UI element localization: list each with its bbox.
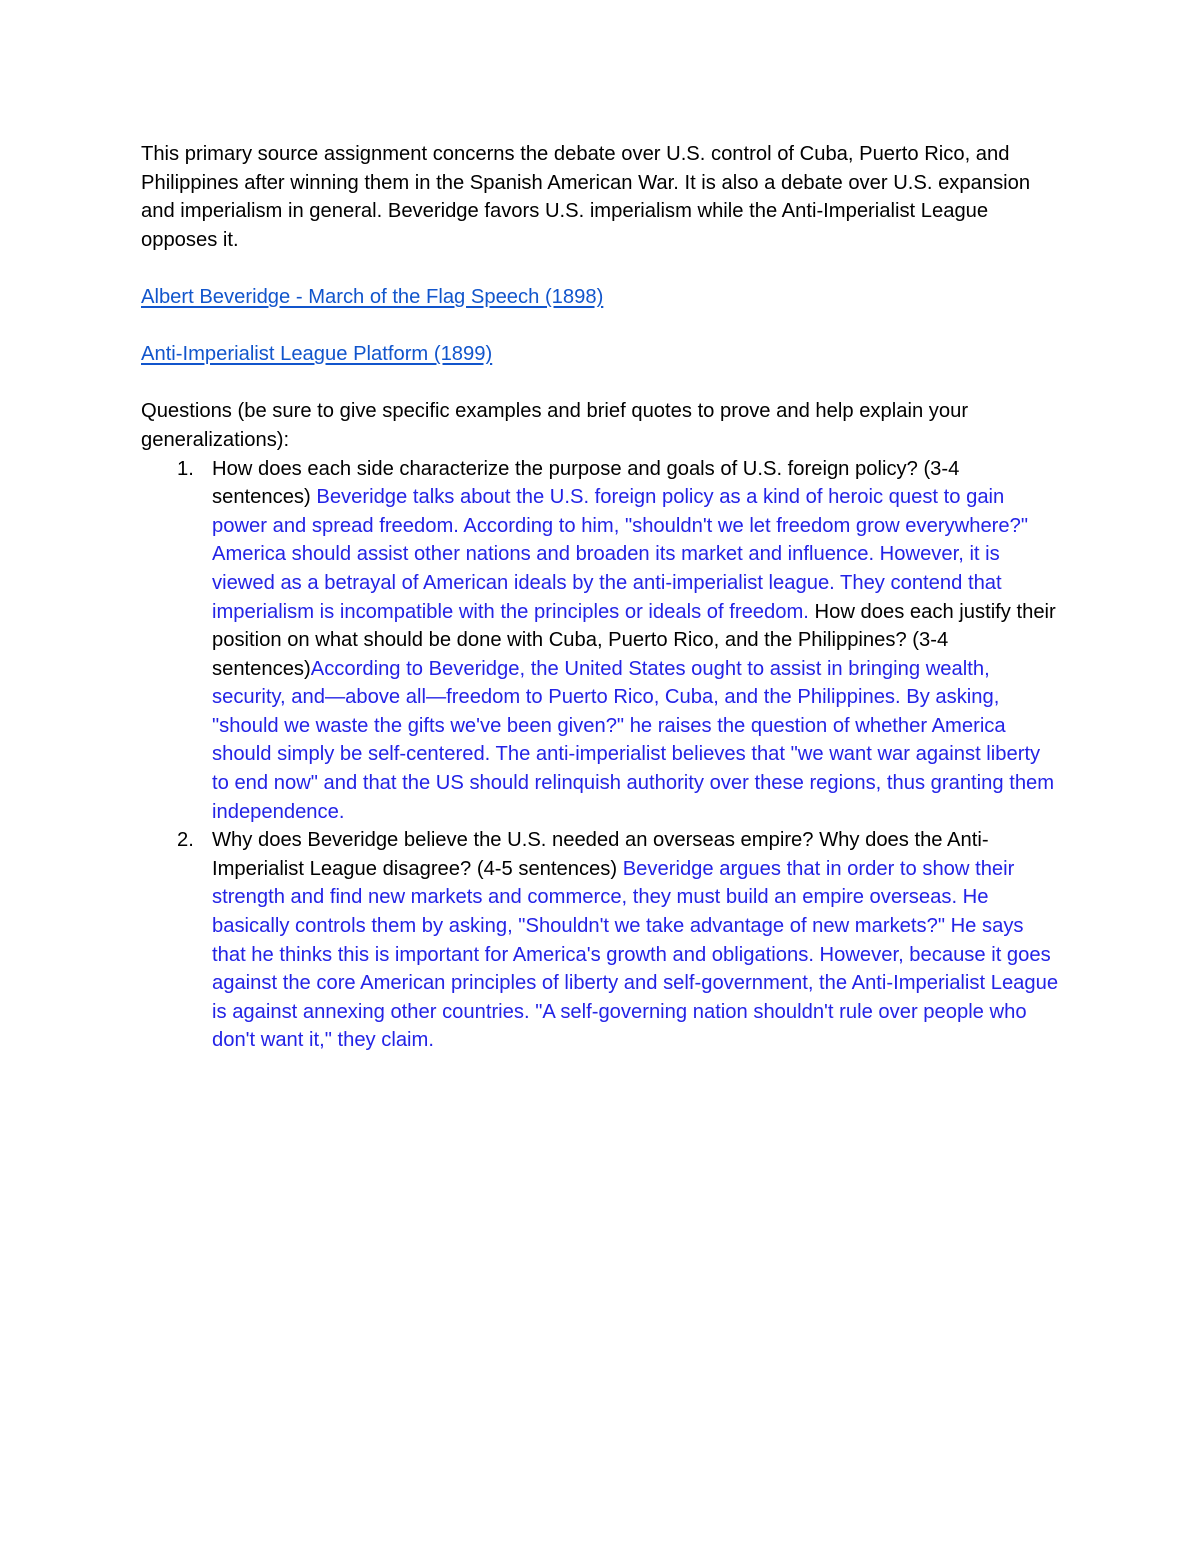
question-prompt: Why does Beveridge believe the U.S. needed an overseas empire? Why does the Anti-Imperialist League disagree? (4-5 sentences) (212, 829, 989, 880)
question-prompt: How does each side characterize the purpose and goals of U.S. foreign policy? (3-4 sentences) (212, 457, 960, 509)
spacer (141, 369, 1061, 398)
league-link-paragraph (141, 340, 1061, 369)
question-item-1 (141, 455, 1061, 827)
question-number: 1. (177, 457, 194, 480)
student-answer: Beveridge talks about the U.S. foreign policy as a kind of heroic quest to gain power and spread freedom. According to him, "shouldn't we let freedom grow everywhere?" America should assist other nations and broaden its market and influence. However, it is viewed as a betrayal of American ideals by the anti-imperialist league. They contend that imperialism is incompatible with the principles or ideals of freedom. (212, 486, 1029, 623)
student-answer: Beveridge argues that in order to show their strength and find new markets and commerce, they must build an empire overseas. He basically controls them by asking, "Shouldn't we take advantage of new markets?" He says that he thinks this is important for America's growth and obligations. However, because it goes against the core American principles of liberty and self-government, the Anti-Imperialist League is against annexing other countries. "A self-governing nation shouldn't rule over people who don't want it," they claim. (212, 857, 1059, 1052)
student-answer-followup: According to Beveridge, the United States ought to assist in bringing wealth, security, and—above all—freedom to Puerto Rico, Cuba, and the Philippines. By asking, "should we waste the gifts we've been given?" he raises the question of whether America should simply be self-centered. The anti-imperialist believes that "we want war against liberty to end now" and that the US should relinquish authority over these regions, thus granting them independence. (212, 657, 1055, 823)
beveridge-link-paragraph (141, 283, 1061, 312)
question-prompt-followup: How does each justify their position on what should be done with Cuba, Puerto Rico, and the Philippines? (3-4 sentences) (212, 600, 1056, 680)
questions-intro: Questions (be sure to give specific examples and brief quotes to prove and help explain your generalizations): (141, 400, 969, 451)
question-number: 2. (177, 829, 194, 852)
question-item-2 (141, 826, 1061, 1055)
anti-imperialist-platform-link[interactable]: Anti-Imperialist League Platform (1899) (141, 343, 493, 366)
spacer (141, 312, 1061, 341)
beveridge-speech-link[interactable]: Albert Beveridge - March of the Flag Speech (1898) (141, 285, 604, 308)
document-page (141, 140, 1061, 1055)
intro-paragraph: This primary source assignment concerns the debate over U.S. control of Cuba, Puerto Rico, and Philippines after winning them in the Spanish American War. It is also a debate over U.S. expansion and imperialism in general. Beveridge favors U.S. imperialism while the Anti-Imperialist League opposes it. (141, 143, 1031, 251)
questions-list (141, 455, 1061, 1055)
spacer (141, 254, 1061, 283)
